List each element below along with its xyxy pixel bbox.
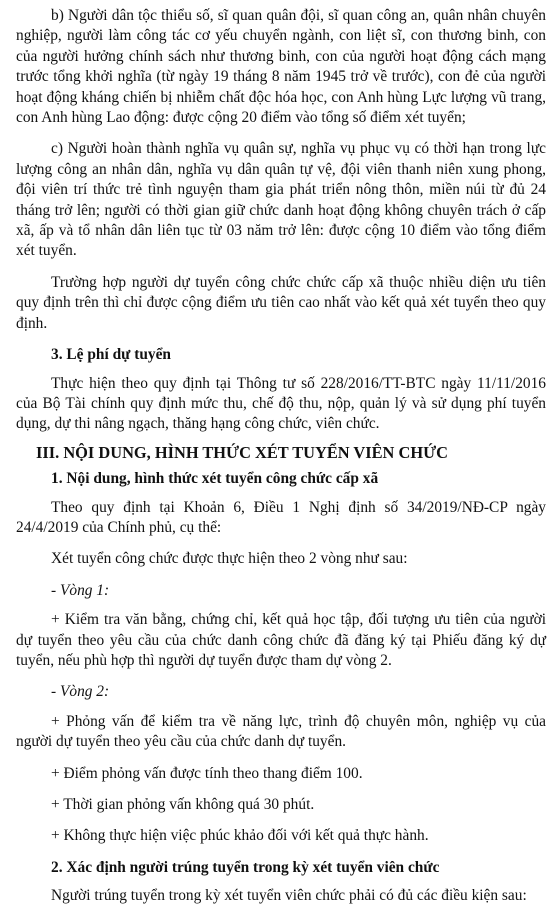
heading-fee: 3. Lệ phí dự tuyển bbox=[51, 346, 171, 364]
paragraph-priority-b: b) Người dân tộc thiểu số, sĩ quan quân đội, sĩ quan công an, quân nhân chuyên nghiệp, người làm công tác cơ yếu chuyển ngành, con liệt sĩ, con thương binh, con của người hưởng chính sách như thương binh, con của người hoạt động cách mạng trước tổng khởi nghĩa (từ ngày 19 tháng 8 năm 1945 trở về trước), con đẻ của người hoạt động kháng chiến bị nhiễm chất độc hóa học, con Anh hùng Lực lượng vũ trang, con Anh hùng Lao động: được cộng 20 điểm vào tổng số điểm xét tuyển; bbox=[16, 7, 546, 127]
paragraph-rounds: Xét tuyển công chức được thực hiện theo 2 vòng như sau: bbox=[51, 550, 408, 568]
heading-section-3: III. NỘI DUNG, HÌNH THỨC XÉT TUYỂN VIÊN CHỨC bbox=[36, 442, 448, 462]
round-1-label: - Vòng 1: bbox=[51, 581, 110, 599]
round-2-score: + Điểm phỏng vấn được tính theo thang điểm 100. bbox=[51, 764, 363, 782]
heading-winner: 2. Xác định người trúng tuyển trong kỳ xét tuyển viên chức bbox=[51, 858, 440, 876]
heading-content-form: 1. Nội dung, hình thức xét tuyển công chức cấp xã bbox=[51, 470, 379, 488]
round-2-duration: + Thời gian phỏng vấn không quá 30 phút. bbox=[51, 796, 315, 813]
round-2-label: - Vòng 2: bbox=[51, 683, 110, 701]
paragraph-winner: Người trúng tuyển trong kỳ xét tuyển viên chức phải có đủ các điều kiện sau: bbox=[51, 887, 527, 905]
round-2-interview: + Phỏng vấn để kiểm tra về năng lực, trình độ chuyên môn, nghiệp vụ của người dự tuyển theo yêu cầu của chức danh dự tuyển. bbox=[16, 712, 546, 751]
paragraph-priority-c: c) Người hoàn thành nghĩa vụ quân sự, nghĩa vụ phục vụ có thời hạn trong lực lượng công an nhân dân, nghĩa vụ dân quân tự vệ, đội viên thanh niên xung phong, đội viên trí thức trẻ tình nguyện tham gia phát triển nông thôn, miền núi từ đủ 24 tháng trở lên; người có thời gian giữ chức danh hoạt động không chuyên trách ở cấp xã, ấp và tổ nhân dân liên tục từ 03 năm trở lên: được cộng 10 điểm vào tổng điểm xét tuyển. bbox=[16, 140, 546, 260]
round-1-text: + Kiểm tra văn bằng, chứng chỉ, kết quả học tập, đối tượng ưu tiên của người dự tuyển theo yêu cầu của chức danh công chức đã đăng ký tại Phiếu đăng ký dự tuyển, nếu phù hợp thì người dự tuyển được tham dự vòng 2. bbox=[16, 611, 546, 669]
round-2-no-review: + Không thực hiện việc phúc khảo đối với kết quả thực hành. bbox=[51, 827, 429, 845]
paragraph-decree: Theo quy định tại Khoản 6, Điều 1 Nghị định số 34/2019/NĐ-CP ngày 24/4/2019 của Chính phủ, cụ thể: bbox=[16, 498, 546, 536]
paragraph-fee: Thực hiện theo quy định tại Thông tư số 228/2016/TT-BTC ngày 11/11/2016 của Bộ Tài chính quy định mức thu, chế độ thu, nộp, quản lý và sử dụng phí tuyển dụng, dự thi nâng ngạch, thăng hạng công chức, viên chức. bbox=[16, 374, 546, 433]
paragraph-priority-note: Trường hợp người dự tuyển công chức chức cấp xã thuộc nhiều diện ưu tiên quy định trên thì chỉ được cộng điểm ưu tiên cao nhất vào kết quả xét tuyển theo quy định. bbox=[16, 273, 546, 332]
